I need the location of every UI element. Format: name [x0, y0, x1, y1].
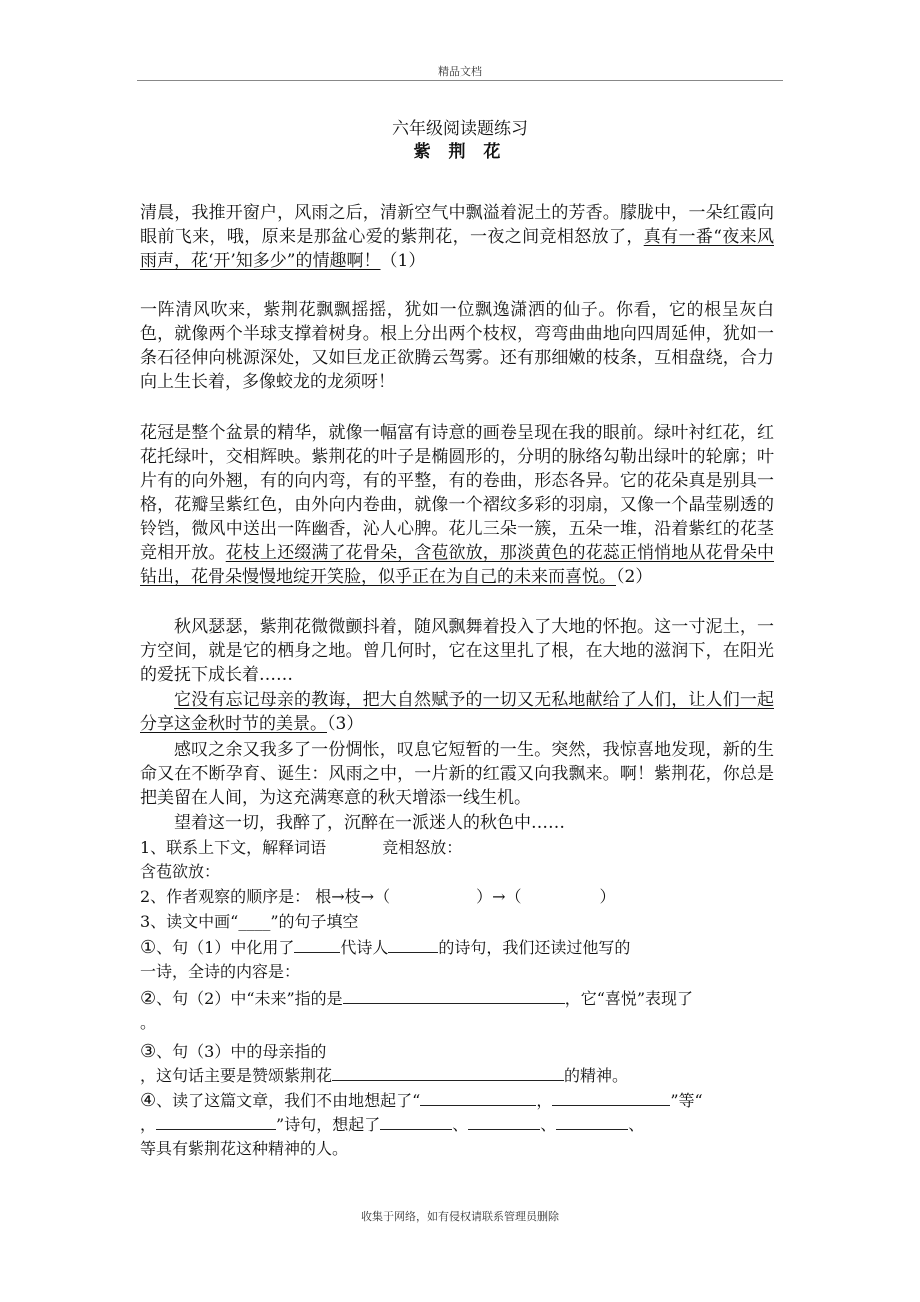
- paragraph-7: 望着这一切，我醉了，沉醉在一派迷人的秋色中……: [174, 813, 565, 833]
- question-2: 2、作者观察的顺序是： 根→枝→（ ）→（ ）: [140, 887, 616, 906]
- article-title: 紫 荆 花: [413, 142, 507, 162]
- paragraph-5: [140, 688, 774, 736]
- sentence-marker-3: （3）: [327, 714, 364, 734]
- subquestion-4-cont: ， ”诗句，想起了 、 、 、: [140, 1115, 645, 1134]
- page-footer: 收集于网络，如有侵权请联系管理员删除: [361, 1210, 559, 1223]
- paragraph-4: 秋风瑟瑟，紫荆花微微颤抖着，随风飘舞着投入了大地的怀抱。这一寸泥土，一方空间，就是它的栖身之地。曾几何时，它在这里扎了根，在大地的滋润下，在阳光的爱抚下成长着……: [140, 617, 774, 685]
- blank-poem-line-2[interactable]: [552, 1089, 670, 1106]
- blank-future[interactable]: [343, 987, 565, 1004]
- blank-person-3[interactable]: [556, 1113, 628, 1130]
- blank-spirit[interactable]: [332, 1064, 564, 1081]
- subquestion-2-end: 。: [140, 1013, 157, 1032]
- paragraph-3: 花冠是整个盆景的精华，就像一幅富有诗意的画卷呈现在我的眼前。绿叶衬红花，红花托绿叶，交相辉映。紫荆花的叶子是椭圆形的，分明的脉络勾勒出绿叶的轮廓；叶片有的向外翘，有的向内弯，有的平整，有的卷曲，形态各异。它的花朵真是别具一格，花瓣呈紫红色，由外向内卷曲，就像一个褶纹多彩的羽扇，又像一个晶莹剔透的铃铛，微风中送出一阵幽香，沁人心脾。花儿三朵一簇，五朵一堆，沿着紫红的花茎竞相开放。花枝上还缀满了花骨朵，含苞欲放，那淡黄色的花蕊正悄悄地从花骨朵中钻出，花骨朵慢慢地绽开笑脸，似乎正在为自己的未来而喜悦。（2）: [140, 423, 775, 587]
- paragraph-2: 一阵清风吹来，紫荆花飘飘摇摇，犹如一位飘逸潇洒的仙子。你看，它的根呈灰白色，就像两个半球支撑着树身。根上分出两个枝杈，弯弯曲曲地向四周延伸，犹如一条石径伸向桃源深处，又如巨龙正欲腾云驾雾。还有那细嫩的枝条，互相盘绕，合力向上生长着，多像蛟龙的龙须呀！: [140, 300, 774, 392]
- subquestion-4-end: 等具有紫荆花这种精神的人。: [140, 1139, 349, 1158]
- header-divider: [137, 80, 783, 81]
- question-1-term-2: 含苞欲放：: [140, 862, 221, 881]
- sentence-marker-1: （1）: [380, 251, 426, 271]
- question-1: 1、联系上下文，解释词语 竞相怒放：: [140, 838, 463, 857]
- underlined-sentence-1: 真有一番“夜来风雨声，花‘开’知多少”的情趣啊！: [140, 227, 774, 271]
- subquestion-1: ①、句（1）中化用了 代诗人 的诗句，我们还读过他写的: [140, 937, 631, 958]
- subquestion-3-cont: ，这句话主要是赞颂紫荆花 的精神。: [140, 1066, 629, 1085]
- sentence-marker-2: （2）: [616, 567, 653, 587]
- blank-poem-line-1[interactable]: [420, 1089, 536, 1106]
- subquestion-2: ②、句（2）中“未来”指的是 ，它“喜悦”表现了: [140, 988, 694, 1009]
- page-header: 精品文档: [438, 65, 482, 78]
- blank-person-1[interactable]: [380, 1113, 452, 1130]
- blank-poem-line-3[interactable]: [156, 1113, 276, 1130]
- exercise-title: 六年级阅读题练习: [392, 119, 528, 139]
- underlined-sentence-3: 它没有忘记母亲的教诲，把大自然赋予的一切又无私地献给了人们，让人们一起分享这金秋时节的美景。: [140, 690, 774, 734]
- blank-poet[interactable]: [388, 936, 438, 953]
- blank-person-2[interactable]: [468, 1113, 540, 1130]
- subquestion-3: ③、句（3）中的母亲指的: [140, 1041, 327, 1062]
- subquestion-1-cont: 一诗，全诗的内容是：: [140, 962, 301, 981]
- paragraph-6: 感叹之余又我多了一份惆怅，叹息它短暂的一生。突然，我惊喜地发现，新的生命又在不断孕育、诞生：风雨之中，一片新的红霞又向我飘来。啊！紫荆花，你总是把美留在人间，为这充满寒意的秋天增添一线生机。: [140, 740, 774, 808]
- question-3: 3、读文中画“____”的句子填空: [140, 912, 359, 931]
- underlined-sentence-2: 花枝上还缀满了花骨朵，含苞欲放，那淡黄色的花蕊正悄悄地从花骨朵中钻出，花骨朵慢慢地绽开笑脸，似乎正在为自己的未来而喜悦。: [140, 543, 775, 587]
- paragraph-1: 清晨，我推开窗户，风雨之后，清新空气中飘溢着泥土的芳香。朦胧中，一朵红霞向眼前飞来，哦，原来是那盆心爱的紫荆花，一夜之间竞相怒放了，真有一番“夜来风雨声，花‘开’知多少”的情趣啊！（1）: [140, 203, 774, 271]
- blank-dynasty[interactable]: [294, 936, 340, 953]
- subquestion-4: ④、读了这篇文章，我们不由地想起了“ ， ”等“: [140, 1090, 703, 1111]
